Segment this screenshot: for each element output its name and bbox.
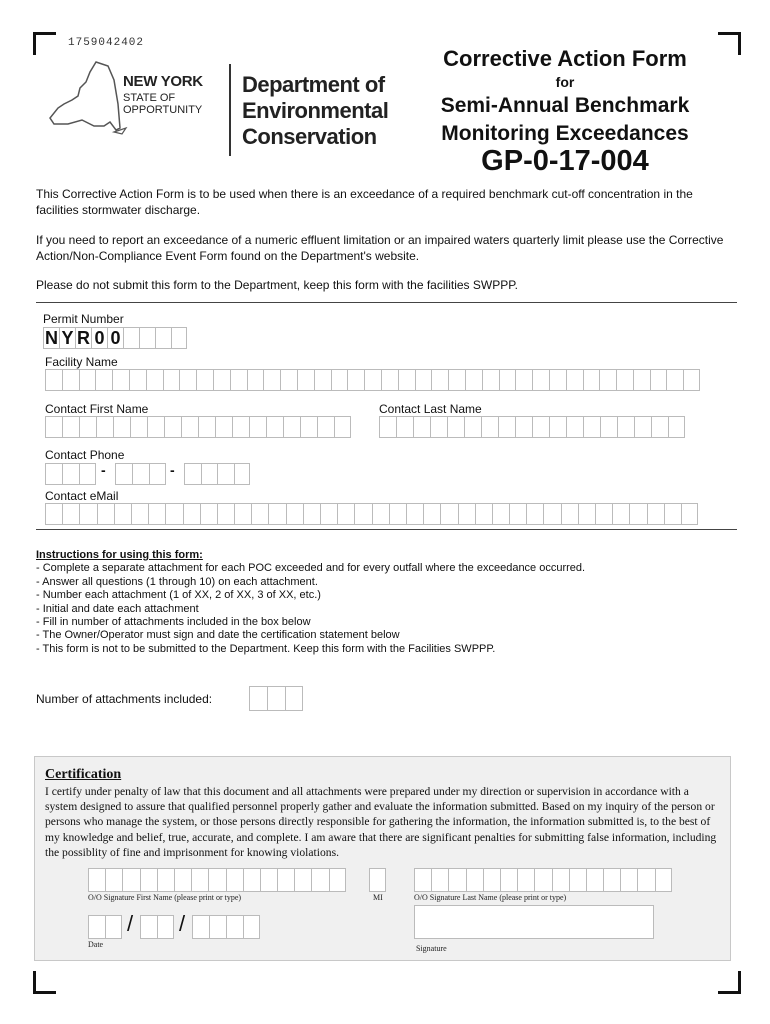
char-box[interactable] [561, 503, 578, 525]
char-box[interactable] [566, 416, 583, 438]
char-box[interactable] [347, 369, 364, 391]
char-box[interactable] [45, 369, 62, 391]
char-box[interactable] [372, 503, 389, 525]
permit-number-field[interactable] [43, 327, 187, 349]
logo-dept-line-2: Environmental [242, 98, 389, 123]
char-box[interactable] [314, 369, 331, 391]
char-box[interactable] [147, 416, 164, 438]
signer-last-name-label: O/O Signature Last Name (please print or type) [414, 893, 567, 902]
char-box[interactable] [595, 503, 612, 525]
char-box[interactable] [603, 868, 620, 892]
char-box[interactable] [297, 369, 314, 391]
char-box[interactable] [430, 416, 447, 438]
permit-digit-box[interactable] [123, 327, 139, 349]
char-box[interactable] [389, 503, 406, 525]
char-box[interactable] [213, 369, 230, 391]
permit-prefix-char: Y [59, 327, 75, 349]
char-box[interactable] [334, 416, 351, 438]
char-box[interactable] [132, 463, 149, 485]
char-box[interactable] [616, 369, 633, 391]
char-box[interactable] [515, 416, 532, 438]
char-box[interactable] [249, 416, 266, 438]
logo-dept-line-3: Conservation [242, 124, 377, 149]
char-box[interactable] [369, 868, 386, 892]
char-box[interactable] [448, 868, 465, 892]
char-box[interactable] [300, 416, 317, 438]
contact-last-name-label: Contact Last Name [379, 402, 482, 416]
phone-prefix-field[interactable] [115, 463, 166, 485]
char-box[interactable] [637, 868, 654, 892]
char-box[interactable] [620, 868, 637, 892]
permit-prefix-char: 0 [91, 327, 107, 349]
char-box[interactable] [201, 463, 218, 485]
char-box[interactable] [234, 463, 251, 485]
char-box[interactable] [294, 868, 311, 892]
char-box[interactable] [45, 503, 62, 525]
char-box[interactable] [406, 503, 423, 525]
crop-mark-bottom-right [718, 971, 741, 994]
char-box[interactable] [664, 503, 681, 525]
char-box[interactable] [599, 369, 616, 391]
char-box[interactable] [198, 416, 215, 438]
char-box[interactable] [651, 416, 668, 438]
char-box[interactable] [629, 503, 646, 525]
char-box[interactable] [79, 416, 96, 438]
char-box[interactable] [583, 416, 600, 438]
signer-mi-label: MI [373, 893, 383, 902]
char-box[interactable] [331, 369, 348, 391]
char-box[interactable] [666, 369, 683, 391]
char-box[interactable] [285, 686, 303, 711]
char-box[interactable] [226, 868, 243, 892]
char-box[interactable] [458, 503, 475, 525]
signer-middle-initial-field[interactable] [369, 868, 386, 892]
char-box[interactable] [364, 369, 381, 391]
date-day-field[interactable] [140, 915, 174, 939]
char-box[interactable] [481, 416, 498, 438]
char-box[interactable] [140, 915, 157, 939]
phone-separator: - [170, 462, 175, 478]
char-box[interactable] [337, 503, 354, 525]
char-box[interactable] [526, 503, 543, 525]
contact-email-label: Contact eMail [45, 489, 119, 503]
char-box[interactable] [105, 915, 122, 939]
date-year-field[interactable] [192, 915, 260, 939]
phone-separator: - [101, 462, 106, 478]
char-box[interactable] [249, 686, 267, 711]
char-box[interactable] [379, 416, 396, 438]
attachments-count-field[interactable] [249, 686, 303, 711]
char-box[interactable] [447, 416, 464, 438]
char-box[interactable] [466, 868, 483, 892]
form-title: Corrective Action Form [443, 46, 687, 71]
form-subtitle-line-2: Monitoring Exceedances [441, 122, 689, 145]
char-box[interactable] [668, 416, 685, 438]
date-label: Date [88, 940, 104, 949]
char-box[interactable] [320, 503, 337, 525]
char-box[interactable] [88, 915, 105, 939]
char-box[interactable] [552, 868, 569, 892]
certification-statement: I certify under penalty of law that this document and all attachments were prepared under my direction or supervision in accordance with a system designed to assure that qualified personnel properly gather and evaluate the information submitted. Based on my inquiry of the person or persons who manage the system, or those persons directly responsible for gathering the information, the information submitted is, to the best of my knowledge and belief, true, accurate, and complete. I am aware that there are significant penalties for submitting false information, including the possiblity of fine and imprisonment for knowing violations. [45, 785, 717, 859]
logo-state-name: NEW YORK [123, 73, 203, 90]
instruction-item: - Answer all questions (1 through 10) on each attachment. [36, 575, 318, 588]
char-box[interactable] [423, 503, 440, 525]
char-box[interactable] [243, 868, 260, 892]
section-divider-top [36, 302, 737, 303]
char-box[interactable] [415, 369, 432, 391]
phone-area-code-field[interactable] [45, 463, 96, 485]
char-box[interactable] [217, 463, 234, 485]
form-subtitle-line-1: Semi-Annual Benchmark [440, 94, 690, 117]
char-box[interactable] [498, 416, 515, 438]
char-box[interactable] [303, 503, 320, 525]
form-subtitle [400, 92, 730, 148]
char-box[interactable] [122, 868, 139, 892]
char-box[interactable] [396, 416, 413, 438]
char-box[interactable] [62, 463, 79, 485]
char-box[interactable] [196, 369, 213, 391]
char-box[interactable] [209, 915, 226, 939]
char-box[interactable] [230, 369, 247, 391]
char-box[interactable] [569, 868, 586, 892]
intro-paragraph-2: If you need to report an exceedance of a numeric effluent limitation or an impaired waters quarterly limit please use the Corrective Action/Non-Compliance Event Form found on the Department's website. [36, 233, 724, 263]
instruction-item: - This form is not to be submitted to the Department. Keep this form with the Facilities SWPPP. [36, 642, 496, 655]
char-box[interactable] [317, 416, 334, 438]
char-box[interactable] [131, 503, 148, 525]
logo-dept-line-1: Department of [242, 72, 385, 97]
char-box[interactable] [600, 416, 617, 438]
logo-state-subtitle [123, 92, 202, 116]
char-box[interactable] [88, 868, 105, 892]
char-box[interactable] [578, 503, 595, 525]
char-box[interactable] [566, 369, 583, 391]
certification-title: Certification [45, 767, 122, 782]
char-box[interactable] [549, 416, 566, 438]
char-box[interactable] [97, 503, 114, 525]
contact-first-name-label: Contact First Name [45, 402, 149, 416]
char-box[interactable] [130, 416, 147, 438]
char-box[interactable] [146, 369, 163, 391]
instruction-item: - Initial and date each attachment [36, 602, 199, 615]
char-box[interactable] [232, 416, 249, 438]
char-box[interactable] [62, 416, 79, 438]
logo-sub-line-1: STATE OF [123, 92, 176, 104]
char-box[interactable] [464, 416, 481, 438]
char-box[interactable] [517, 868, 534, 892]
char-box[interactable] [148, 503, 165, 525]
char-box[interactable] [532, 416, 549, 438]
permit-prefix-char: N [45, 328, 58, 348]
char-box[interactable] [191, 868, 208, 892]
permit-digit-box[interactable] [171, 327, 187, 349]
signer-first-name-label: O/O Signature First Name (please print or type) [88, 893, 242, 902]
char-box[interactable] [208, 868, 225, 892]
signature-label: Signature [416, 944, 447, 953]
char-box[interactable] [329, 868, 346, 892]
char-box[interactable] [634, 416, 651, 438]
char-box[interactable] [149, 463, 166, 485]
char-box[interactable] [354, 503, 371, 525]
signature-field[interactable] [414, 905, 654, 939]
document-id: 1759042402 [68, 37, 145, 49]
permit-prefix-char: 0 [107, 327, 123, 349]
date-month-field[interactable] [88, 915, 122, 939]
char-box[interactable] [633, 369, 650, 391]
instructions-title: Instructions for using this form: [36, 549, 203, 561]
char-box[interactable] [115, 463, 132, 485]
crop-mark-top-left [33, 32, 56, 55]
char-box[interactable] [200, 503, 217, 525]
char-box[interactable] [174, 868, 191, 892]
logo-divider [229, 64, 231, 156]
char-box[interactable] [586, 868, 603, 892]
char-box[interactable] [263, 369, 280, 391]
char-box[interactable] [184, 463, 201, 485]
char-box[interactable] [655, 868, 672, 892]
char-box[interactable] [683, 369, 700, 391]
signer-first-name-field[interactable] [88, 868, 346, 892]
new-york-state-map-icon [48, 60, 128, 150]
char-box[interactable] [440, 503, 457, 525]
char-box[interactable] [79, 503, 96, 525]
char-box[interactable] [215, 416, 232, 438]
char-box[interactable] [650, 369, 667, 391]
char-box[interactable] [311, 868, 328, 892]
char-box[interactable] [247, 369, 264, 391]
char-box[interactable] [234, 503, 251, 525]
char-box[interactable] [163, 369, 180, 391]
char-box[interactable] [280, 369, 297, 391]
char-box[interactable] [492, 503, 509, 525]
char-box[interactable] [129, 369, 146, 391]
char-box[interactable] [192, 915, 209, 939]
char-box[interactable] [534, 868, 551, 892]
char-box[interactable] [114, 503, 131, 525]
char-box[interactable] [482, 369, 499, 391]
char-box[interactable] [181, 416, 198, 438]
char-box[interactable] [217, 503, 234, 525]
char-box[interactable] [251, 503, 268, 525]
char-box[interactable] [465, 369, 482, 391]
char-box[interactable] [157, 868, 174, 892]
char-box[interactable] [398, 369, 415, 391]
contact-first-name-field[interactable] [45, 416, 351, 438]
char-box[interactable] [268, 503, 285, 525]
char-box[interactable] [183, 503, 200, 525]
date-separator: / [179, 911, 186, 936]
char-box[interactable] [475, 503, 492, 525]
permit-digit-box[interactable] [139, 327, 155, 349]
facility-name-label: Facility Name [45, 355, 118, 369]
intro-paragraph-3: Please do not submit this form to the Department, keep this form with the facilities SWPPP. [36, 278, 518, 292]
char-box[interactable] [165, 503, 182, 525]
char-box[interactable] [286, 503, 303, 525]
char-box[interactable] [681, 503, 698, 525]
char-box[interactable] [226, 915, 243, 939]
char-box[interactable] [260, 868, 277, 892]
signer-last-name-field[interactable] [414, 868, 672, 892]
intro-paragraph-1: This Corrective Action Form is to be used when there is an exceedance of a required benchmark cut-off concentration in the facilities stormwater discharge. [36, 187, 693, 217]
char-box[interactable] [79, 369, 96, 391]
char-box[interactable] [414, 868, 431, 892]
section-divider-bottom [36, 529, 737, 530]
char-box[interactable] [448, 369, 465, 391]
date-separator: / [127, 911, 134, 936]
permit-number-label: Permit Number [43, 312, 124, 326]
permit-digit-box[interactable] [155, 327, 171, 349]
contact-phone-label: Contact Phone [45, 448, 125, 462]
instruction-item: - Number each attachment (1 of XX, 2 of XX, 3 of XX, etc.) [36, 589, 321, 602]
contact-email-field[interactable] [45, 503, 698, 525]
char-box[interactable] [583, 369, 600, 391]
char-box[interactable] [62, 369, 79, 391]
logo-department-name [242, 72, 388, 150]
char-box[interactable] [79, 463, 96, 485]
char-box[interactable] [164, 416, 181, 438]
instruction-item: - Fill in number of attachments included in the box below [36, 616, 311, 629]
crop-mark-bottom-left [33, 971, 56, 994]
char-box[interactable] [647, 503, 664, 525]
form-code: GP-0-17-004 [481, 145, 649, 177]
char-box[interactable] [243, 915, 260, 939]
char-box[interactable] [277, 868, 294, 892]
char-box[interactable] [157, 915, 174, 939]
char-box[interactable] [95, 369, 112, 391]
char-box[interactable] [549, 369, 566, 391]
char-box[interactable] [179, 369, 196, 391]
char-box[interactable] [543, 503, 560, 525]
instruction-item: - The Owner/Operator must sign and date the certification statement below [36, 629, 400, 642]
contact-last-name-field[interactable] [379, 416, 685, 438]
instructions-block [36, 549, 726, 656]
char-box[interactable] [413, 416, 430, 438]
char-box[interactable] [532, 369, 549, 391]
char-box[interactable] [112, 369, 129, 391]
char-box[interactable] [45, 463, 62, 485]
char-box[interactable] [267, 686, 285, 711]
char-box[interactable] [381, 369, 398, 391]
char-box[interactable] [431, 868, 448, 892]
char-box[interactable] [500, 868, 517, 892]
permit-prefix-char: R [77, 328, 90, 348]
char-box[interactable] [509, 503, 526, 525]
char-box[interactable] [105, 868, 122, 892]
char-box[interactable] [96, 416, 113, 438]
char-box[interactable] [45, 416, 62, 438]
char-box[interactable] [612, 503, 629, 525]
phone-line-number-field[interactable] [184, 463, 250, 485]
char-box[interactable] [617, 416, 634, 438]
char-box[interactable] [266, 416, 283, 438]
char-box[interactable] [62, 503, 79, 525]
logo-sub-line-2: OPPORTUNITY [123, 104, 203, 116]
facility-name-field[interactable] [45, 369, 700, 391]
char-box[interactable] [515, 369, 532, 391]
attachments-count-label: Number of attachments included: [36, 692, 213, 706]
char-box[interactable] [113, 416, 130, 438]
char-box[interactable] [483, 868, 500, 892]
char-box[interactable] [431, 369, 448, 391]
instruction-item: - Complete a separate attachment for each POC exceeded and for every outfall where the exceedance occurred. [36, 562, 586, 575]
form-title-for: for [555, 74, 575, 90]
char-box[interactable] [499, 369, 516, 391]
char-box[interactable] [140, 868, 157, 892]
char-box[interactable] [283, 416, 300, 438]
